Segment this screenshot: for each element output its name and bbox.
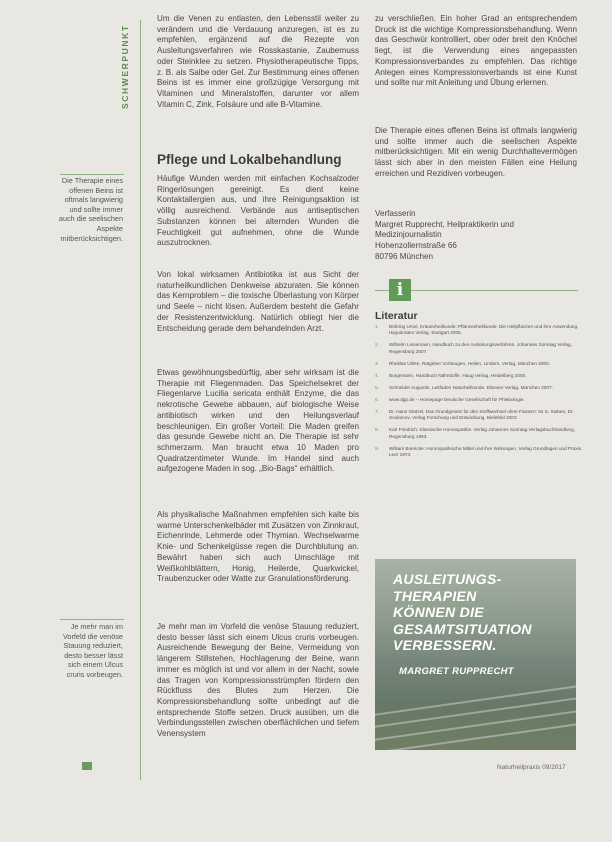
- section-label: SCHWERPUNKT: [120, 24, 130, 109]
- literature-heading: Literatur: [375, 310, 418, 322]
- author-name: Margret Rupprecht, Heilpraktikerin und Medizinjournalistin: [375, 219, 515, 240]
- body-paragraph-1: Häufige Wunden werden mit einfachen Kochsalzoder Ringerlösungen gereinigt. Es dient keine Kontaktallergien aus, und ihre Reinigungsaktion ist völlig ausreichend. Verbände aus antiseptischen Substanzen können bei alternden Wunden die Feuchtigkeit gut aufnehmen, ohne die Wunde auszutrocknen.: [157, 174, 359, 248]
- section-heading: Pflege und Lokalbehandlung: [157, 152, 342, 167]
- right-paragraph-2: Die Therapie eines offenen Beins ist oftmals langwierig und sollte immer auch die seelischen Aspekte mitberücksichtigen. Mit ein wenig Durchhaltevermögen lässt sich aber in den meisten Fällen eine Heilung erreichen und Rezidiven vorbeugen.: [375, 126, 577, 178]
- quote-headline: AUSLEITUNGS- THERAPIEN KÖNNEN DIE GESAMTSITUATION VERBESSERN.: [393, 571, 532, 653]
- body-paragraph-2: Von lokal wirksamen Antibiotika ist aus Sicht der naturheilkundlichen Denkweise abzuraten. Sie können das Kernproblem – die toxische Überlastung von Körper und Seele – nicht lösen. Außerdem besteht die Gefahr der Resistenzentwicklung. Natürlich obliegt hier die Entscheidung gerade dem behandelnden Arzt.: [157, 270, 359, 333]
- quote-image-box: [375, 559, 576, 750]
- list-item: 6. www.dgp.de – Homepage Deutsche Gesellschaft für Phlebologie.: [375, 396, 525, 402]
- author-label: Verfasserin: [375, 209, 416, 218]
- quote-author: MARGRET RUPPRECHT: [399, 666, 514, 677]
- right-paragraph-1: zu verschließen. Ein hoher Grad an entsprechendem Druck ist die wichtige Kompressionsbehandlung. Wenn das Geschwür kontrolliert, ober oder breit den Knöchel liegt, ist die Verwendung eines angepassten Kompressionsverbandes zu empfehlen. Das richtige Anlegen eines Kompressionsverbands ist eine Kunst und sollte nur mit Anleitung und Übung erlernen.: [375, 14, 577, 88]
- list-item: 1. Bühring Ursel, Kräuterheilkunde: Pflanzenheilkunde: Die Heilpflanzen und ihre Anwendung. Hippokrates Verlag, Stuttgart 2005.: [375, 324, 579, 336]
- body-paragraph-5: Je mehr man im Vorfeld die venöse Stauung reduziert, desto besser lässt sich einem Ulcus cruris vorbeugen. Ausreichende Bewegung der Beine, Vermeidung von längerem Stillstehen, Hochlagerung der Beine, wann immer es möglich ist und vor allem in der Nacht, sowie das Tragen von Kompressionsstrümpfen fördern den Rückfluss des Blutes zum Herzen. Die Kompressionsbehandlung sollte unbedingt auf die entsprechende Stoffe setzen. Druck ausüben, um die Verbindungsstellen zwischen oberflächlichen und tiefem Venensystem: [157, 622, 359, 739]
- literature-list: [375, 324, 585, 464]
- list-item: 4. Burgerstein, Handbuch Nährstoffe. Haug Verlag, Heidelberg 2000.: [375, 372, 527, 378]
- info-icon: i: [389, 279, 411, 301]
- author-city: 80796 München: [375, 251, 434, 261]
- pull-quote-bottom: Je mehr man im Vorfeld die venöse Stauung reduziert, desto besser lässt sich einem Ulcus cruris vorbeugen.: [62, 622, 123, 679]
- list-item: 9. William Boericke: Homöopathische Mittel und ihre Wirkungen. Verlag Grundlagen und Praxis, Leer 1973.: [375, 445, 583, 458]
- section-divider-line: [140, 20, 141, 780]
- author-block: [375, 209, 575, 263]
- footer-publication: Naturheilpraxis 09/2017: [497, 764, 566, 771]
- author-street: Hohenzollernstraße 66: [375, 241, 457, 251]
- body-paragraph-3: Etwas gewöhnungsbedürftig, aber sehr wirksam ist die Therapie mit Fliegenmaden. Das Speichelsekret der Fliegenlarve Lucilia sericata enthält Enzyme, die das nekrotische Gewebe abbauen, auf biologische Weise antibiotisch wirken und den Heilungsverlauf beschleunigen. Ein großer Vorteil: Die Maden greifen das gesunde Gewebe nicht an. Die Therapie ist sehr schmerzarm. Man braucht etwa 10 Maden pro Quadratzentimeter Wunde. Im Handel sind auch aufgezogene Maden in sog. „Bio-Bags“ erhältlich.: [157, 368, 359, 474]
- list-item: 8. Karl Friedrich: Klassische Homöopathie. Verlag Johannes Sonntag Verlagsbuchhandlung, Regensburg 1993.: [375, 427, 576, 439]
- quote-rule-top: [60, 174, 124, 175]
- body-paragraph-4: Als physikalische Maßnahmen empfehlen sich kalte bis warme Unterschenkelbäder mit Zusätzen von Zinnkraut, Eichenrinde, Lehmerde oder Thymian. Wechselwarme Knie- und Schenkelgüsse regen die Durchblutung an. Bewährt haben sich auch Umschläge mit Weißkohlblättern, Honig, Heilerde, Quarkwickel, Traubenzucker oder Watte zur Granulationsförderung.: [157, 510, 359, 584]
- quote-rule-bottom: [60, 619, 124, 620]
- list-item: 3. Rheklas Ulrike, Ratgeber Vorbeugen, Heilen, Lindern. Verlag, München 2000.: [375, 360, 551, 366]
- intro-paragraph: Um die Venen zu entlasten, den Lebensstil weiter zu verändern und die Verdauung anzuregen, ist es zu empfehlen, ergänzend auf die Rezepte von Ausleitungsverfahren wie Rosskastanie, Zaubernuss oder Steinklee zu setzen. Physiotherapeutische Tipps, z. B. als Salbe oder Gel. Zur Bestimmung eines offenen Beins ist es immer eine großzügige Versorgung mit Vitaminen und Mineralstoffen, darunter vor allem Vitamin C, Zink, Folsäure und alle B-Vitamine.: [157, 14, 359, 109]
- list-item: 5. Schneider Augustin, Leitfaden Naturheilkunde. Elsevier Verlag, München 2007.: [375, 384, 553, 390]
- page-number-marker: [82, 762, 92, 770]
- list-item: 2. Wilhelm Linsemann, Handbuch zu den Ausleitungsverfahren. Johannes Sonntag Verlag, Regensburg 2007.: [375, 342, 572, 354]
- list-item: 7. Dr. Hans Glatzel, Das Grundgesetz für den Stoffwechsel ohne Fixstern: 64 S. Sieben, Dr. Soukonov, Verlag Forschung und Entwicklung, Bielefeld 2003.: [375, 408, 574, 421]
- pull-quote-top: Die Therapie eines offenen Beins ist oftmals langwierig und sollte immer auch die seelischen Aspekte mitberücksichtigen.: [58, 176, 123, 243]
